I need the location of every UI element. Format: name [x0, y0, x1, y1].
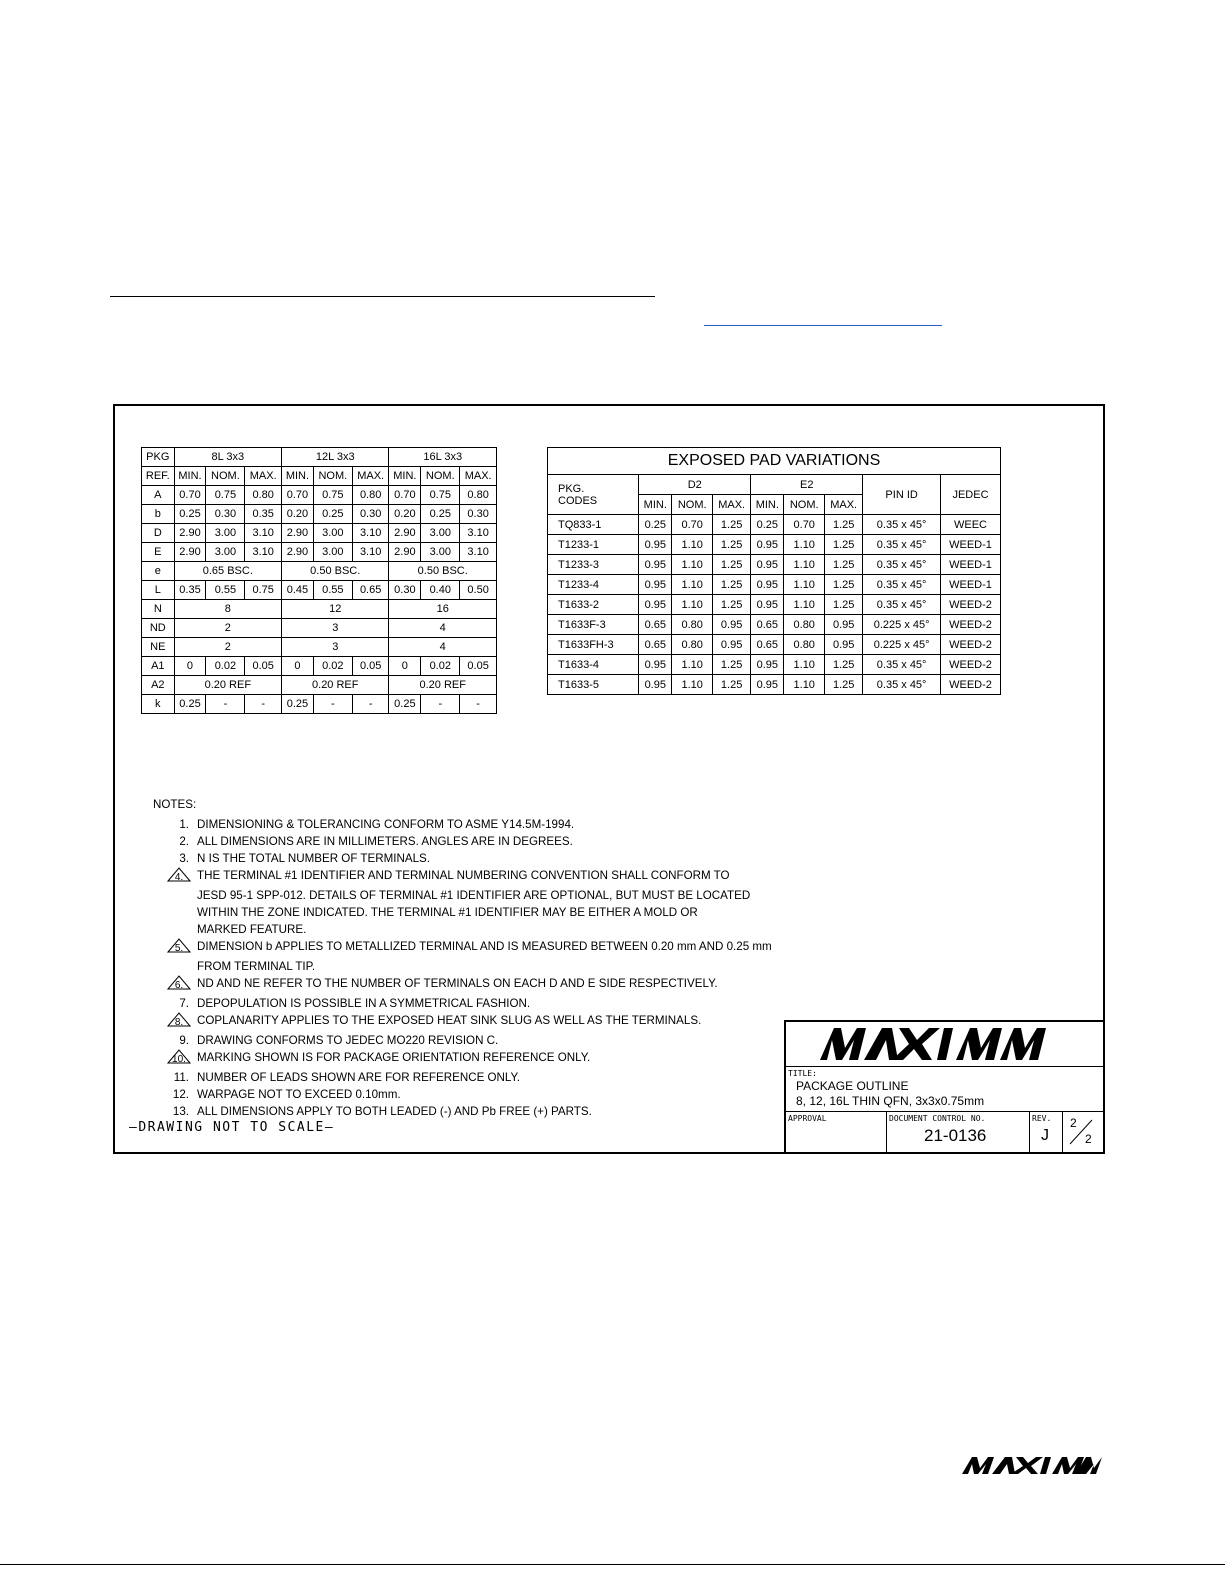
pad-value-cell: 1.10 [672, 675, 713, 695]
pad-value-cell: 1.10 [672, 655, 713, 675]
dim-value-cell: - [206, 695, 245, 714]
pad-value-cell: 0.70 [784, 515, 825, 535]
dim-value-cell: 0.02 [313, 657, 352, 676]
pad-value-cell: WEED-1 [940, 555, 1000, 575]
pad-value-cell: 0.65 [639, 635, 672, 655]
pad-value-cell: 1.25 [713, 535, 751, 555]
revision: J [1041, 1127, 1049, 1144]
pkg-codes-header: PKG. CODES [548, 475, 639, 515]
pad-value-cell: 1.10 [784, 575, 825, 595]
note-line [153, 867, 772, 887]
dim-value-cell: 4 [389, 619, 497, 638]
dim-value-cell: - [313, 695, 352, 714]
top-rule [110, 296, 655, 297]
dim-ref-cell: N [142, 600, 175, 619]
pad-value-cell: 0.35 x 45° [863, 595, 941, 615]
dim-value-cell: 2.90 [174, 543, 206, 562]
dim-ref-cell: L [142, 581, 175, 600]
note-line: 12. WARPAGE NOT TO EXCEED 0.10mm. [172, 1088, 401, 1101]
table-row [142, 524, 497, 543]
pkg-code-cell: T1633-4 [548, 655, 639, 675]
pad-value-cell: 0.80 [672, 635, 713, 655]
dim-value-cell: 0.75 [421, 486, 460, 505]
dim-value-cell: 0.55 [206, 581, 245, 600]
pad-value-cell: 1.10 [672, 535, 713, 555]
note-text: DEPOPULATION IS POSSIBLE IN A SYMMETRICAL FASHION. [197, 997, 531, 1010]
pad-value-cell: 0.80 [672, 615, 713, 635]
table-row [142, 562, 497, 581]
dim-value-cell: 3.10 [245, 524, 282, 543]
pad-value-cell: 0.95 [713, 615, 751, 635]
pad-subheader-cell: MAX. [713, 495, 751, 515]
dim-value-cell: 3.00 [421, 543, 460, 562]
table-row [548, 595, 1001, 615]
dim-value-cell: 0.70 [282, 486, 314, 505]
dim-value-cell: 0 [282, 657, 314, 676]
dim-value-cell: 0.45 [282, 581, 314, 600]
pkg-code-cell: TQ833-1 [548, 515, 639, 535]
note-text: N IS THE TOTAL NUMBER OF TERMINALS. [197, 852, 430, 865]
table-row [142, 600, 497, 619]
note-line [153, 975, 772, 995]
dim-value-cell: 0.20 REF [282, 676, 389, 695]
pad-table-title: EXPOSED PAD VARIATIONS [548, 448, 1001, 475]
note-text: MARKING SHOWN IS FOR PACKAGE ORIENTATION REFERENCE ONLY. [197, 1051, 591, 1064]
title-label: TITLE: [788, 1069, 817, 1078]
dim-value-cell: 2.90 [282, 543, 314, 562]
dim-value-cell: 0.25 [174, 695, 206, 714]
dim-value-cell: - [245, 695, 282, 714]
dim-value-cell: 0.75 [206, 486, 245, 505]
approval-label: APPROVAL [788, 1114, 827, 1123]
table-row [548, 615, 1001, 635]
package-outline-drawing [113, 404, 1105, 1154]
table-row [548, 535, 1001, 555]
table-row [142, 581, 497, 600]
note-line [153, 887, 772, 904]
pad-value-cell: WEED-2 [940, 655, 1000, 675]
pad-value-cell: 1.25 [825, 515, 863, 535]
pad-value-cell: WEED-1 [940, 575, 1000, 595]
dim-value-cell: 0.75 [245, 581, 282, 600]
dim-value-cell: 0.20 [389, 505, 421, 524]
pad-value-cell: 0.95 [639, 575, 672, 595]
pad-value-cell: 0.65 [751, 635, 784, 655]
dim-value-cell: 3.10 [460, 524, 497, 543]
note-line [153, 958, 772, 975]
link-underline[interactable] [704, 325, 942, 326]
note-line [153, 1012, 772, 1032]
pad-value-cell: 0.225 x 45° [863, 615, 941, 635]
note-text: NUMBER OF LEADS SHOWN ARE FOR REFERENCE ONLY. [197, 1071, 520, 1084]
dimensions-table [141, 447, 497, 714]
dim-value-cell: 2.90 [389, 524, 421, 543]
note-text: WARPAGE NOT TO EXCEED 0.10mm. [197, 1088, 401, 1101]
flag-note-triangle-icon: 6. [167, 975, 191, 990]
dim-value-cell: 0.25 [313, 505, 352, 524]
dim-value-cell: 0.02 [421, 657, 460, 676]
pad-value-cell: 0.25 [639, 515, 672, 535]
dim-header-cell: 8L 3x3 [174, 448, 281, 467]
dim-ref-cell: b [142, 505, 175, 524]
note-line: 3. N IS THE TOTAL NUMBER OF TERMINALS. [179, 852, 430, 865]
d2-header: D2 [639, 475, 751, 495]
pad-value-cell: 0.95 [639, 675, 672, 695]
pad-value-cell: 1.25 [713, 655, 751, 675]
pad-value-cell: 1.25 [825, 575, 863, 595]
note-line: 1. DIMENSIONING & TOLERANCING CONFORM TO ASME Y14.5M-1994. [179, 818, 575, 831]
package-outline-title: PACKAGE OUTLINE [796, 1079, 909, 1093]
note-line: 13. ALL DIMENSIONS APPLY TO BOTH LEADED (-) AND Pb FREE (+) PARTS. [172, 1105, 592, 1118]
note-line: 9. DRAWING CONFORMS TO JEDEC MO220 REVISION C. [179, 1034, 499, 1047]
pad-value-cell: 0.70 [672, 515, 713, 535]
note-text: ALL DIMENSIONS ARE IN MILLIMETERS. ANGLES ARE IN DEGREES. [197, 835, 573, 848]
pin-id-header: PIN ID [863, 475, 941, 515]
jedec-header: JEDEC [940, 475, 1000, 515]
notes-section [153, 796, 772, 1120]
maxim-logo [786, 1022, 1105, 1067]
dim-value-cell: 16 [389, 600, 497, 619]
dim-value-cell: 3.10 [245, 543, 282, 562]
dim-ref-cell: e [142, 562, 175, 581]
pad-value-cell: 0.95 [639, 535, 672, 555]
dim-value-cell: 0.70 [389, 486, 421, 505]
dim-value-cell: 2.90 [174, 524, 206, 543]
pad-value-cell: 1.25 [713, 555, 751, 575]
doc-control-label: DOCUMENT CONTROL NO. [889, 1114, 986, 1123]
note-text: THE TERMINAL #1 IDENTIFIER AND TERMINAL NUMBERING CONVENTION SHALL CONFORM TO [197, 869, 730, 882]
dim-value-cell: 2 [174, 638, 281, 657]
note-text: MARKED FEATURE. [197, 923, 307, 936]
dim-value-cell: 0.35 [245, 505, 282, 524]
dim-value-cell: 2.90 [389, 543, 421, 562]
dim-value-cell: 0.50 BSC. [389, 562, 497, 581]
dim-value-cell: 3.00 [313, 524, 352, 543]
dim-value-cell: 0.65 [352, 581, 389, 600]
pad-value-cell: 1.25 [825, 595, 863, 615]
dim-value-cell: 0.20 [282, 505, 314, 524]
dim-value-cell: 3.10 [352, 524, 389, 543]
dim-subheader-cell: MIN. [174, 467, 206, 486]
rev-label: REV. [1032, 1114, 1052, 1123]
table-row [142, 657, 497, 676]
pad-value-cell: 1.10 [672, 575, 713, 595]
pad-value-cell: 1.25 [825, 555, 863, 575]
pad-value-cell: 0.35 x 45° [863, 515, 941, 535]
pad-value-cell: 1.10 [672, 595, 713, 615]
table-row [548, 675, 1001, 695]
dim-value-cell: 0.05 [245, 657, 282, 676]
table-row [548, 515, 1001, 535]
dim-value-cell: 3.10 [460, 543, 497, 562]
table-row [548, 555, 1001, 575]
dim-value-cell: - [421, 695, 460, 714]
dim-ref-cell: E [142, 543, 175, 562]
dim-value-cell: 0.55 [313, 581, 352, 600]
pad-value-cell: 0.80 [784, 635, 825, 655]
pkg-code-cell: T1233-3 [548, 555, 639, 575]
pkg-code-cell: T1633F-3 [548, 615, 639, 635]
table-row [142, 486, 497, 505]
pad-value-cell: 0.95 [751, 535, 784, 555]
dim-header-cell: PKG [142, 448, 175, 467]
dim-subheader-cell: REF. [142, 467, 175, 486]
dim-value-cell: 0.80 [460, 486, 497, 505]
dim-ref-cell: k [142, 695, 175, 714]
dim-ref-cell: A2 [142, 676, 175, 695]
table-row [142, 638, 497, 657]
pad-value-cell: 1.25 [825, 535, 863, 555]
dim-value-cell: 0.50 BSC. [282, 562, 389, 581]
note-text: WITHIN THE ZONE INDICATED. THE TERMINAL #1 IDENTIFIER MAY BE EITHER A MOLD OR [197, 906, 698, 919]
dim-value-cell: 0.30 [206, 505, 245, 524]
dim-value-cell: - [352, 695, 389, 714]
note-line [153, 921, 772, 938]
pad-value-cell: WEED-2 [940, 615, 1000, 635]
dim-value-cell: 12 [282, 600, 389, 619]
dim-ref-cell: D [142, 524, 175, 543]
pad-value-cell: 0.95 [639, 555, 672, 575]
dim-ref-cell: A [142, 486, 175, 505]
dim-header-row [142, 448, 497, 467]
pad-subheader-cell: MIN. [751, 495, 784, 515]
pad-value-cell: 0.95 [751, 595, 784, 615]
dim-value-cell: 3.00 [206, 543, 245, 562]
table-row [142, 505, 497, 524]
package-outline-subtitle: 8, 12, 16L THIN QFN, 3x3x0.75mm [796, 1094, 985, 1108]
dim-value-cell: 3.00 [313, 543, 352, 562]
note-line: 11. NUMBER OF LEADS SHOWN ARE FOR REFERENCE ONLY. [173, 1071, 520, 1084]
dim-value-cell: 0.65 BSC. [174, 562, 281, 581]
note-text: DIMENSIONING & TOLERANCING CONFORM TO ASME Y14.5M-1994. [197, 818, 575, 831]
pad-value-cell: 0.35 x 45° [863, 675, 941, 695]
dim-value-cell: 0.02 [206, 657, 245, 676]
table-row [548, 655, 1001, 675]
pad-subheader-cell: NOM. [784, 495, 825, 515]
note-line [153, 1049, 772, 1069]
table-row [142, 676, 497, 695]
table-row [142, 619, 497, 638]
pad-value-cell: 0.35 x 45° [863, 535, 941, 555]
pad-value-cell: 1.25 [825, 675, 863, 695]
note-line: 2. ALL DIMENSIONS ARE IN MILLIMETERS. ANGLES ARE IN DEGREES. [179, 835, 573, 848]
dim-subheader-cell: NOM. [421, 467, 460, 486]
dim-header-cell: 16L 3x3 [389, 448, 497, 467]
pkg-code-cell: T1233-1 [548, 535, 639, 555]
pad-value-cell: 1.10 [784, 675, 825, 695]
flag-note-triangle-icon: 10. [167, 1049, 191, 1064]
note-text: FROM TERMINAL TIP. [197, 960, 316, 973]
pad-value-cell: WEED-2 [940, 675, 1000, 695]
dim-subheader-cell: MIN. [282, 467, 314, 486]
document-number: 21-0136 [924, 1126, 987, 1145]
pad-value-cell: 1.25 [713, 575, 751, 595]
pad-value-cell: 0.80 [784, 615, 825, 635]
dim-value-cell: 3.00 [421, 524, 460, 543]
dim-value-cell: 0.30 [352, 505, 389, 524]
note-text: COPLANARITY APPLIES TO THE EXPOSED HEAT SINK SLUG AS WELL AS THE TERMINALS. [197, 1014, 702, 1027]
dim-subheader-cell: MAX. [460, 467, 497, 486]
dim-ref-cell: ND [142, 619, 175, 638]
dim-value-cell: 0.05 [352, 657, 389, 676]
dim-value-cell: 0.25 [389, 695, 421, 714]
flag-note-triangle-icon: 5. [167, 938, 191, 953]
pad-value-cell: 0.95 [639, 595, 672, 615]
bottom-rule [0, 1564, 1225, 1565]
dim-value-cell: 0.30 [460, 505, 497, 524]
pad-value-cell: 1.10 [784, 595, 825, 615]
dim-value-cell: 0.80 [352, 486, 389, 505]
dim-value-cell: 0.25 [174, 505, 206, 524]
pad-value-cell: 1.25 [825, 655, 863, 675]
note-text: ALL DIMENSIONS APPLY TO BOTH LEADED (-) AND Pb FREE (+) PARTS. [197, 1105, 592, 1118]
dim-value-cell: 3.00 [206, 524, 245, 543]
dim-value-cell: 0.50 [460, 581, 497, 600]
note-line: 7. DEPOPULATION IS POSSIBLE IN A SYMMETRICAL FASHION. [179, 997, 531, 1010]
pad-value-cell: 0.95 [751, 655, 784, 675]
dim-value-cell: 0.80 [245, 486, 282, 505]
dim-value-cell: 0.30 [389, 581, 421, 600]
pad-value-cell: WEED-1 [940, 535, 1000, 555]
pad-value-cell: 0.35 x 45° [863, 555, 941, 575]
dim-value-cell: - [460, 695, 497, 714]
pkg-code-cell: T1233-4 [548, 575, 639, 595]
dim-value-cell: 0.20 REF [389, 676, 497, 695]
dim-value-cell: 0.35 [174, 581, 206, 600]
dim-subheader-cell: MAX. [352, 467, 389, 486]
pkg-code-cell: T1633-5 [548, 675, 639, 695]
table-row [548, 575, 1001, 595]
pad-value-cell: 1.10 [784, 535, 825, 555]
table-row [142, 543, 497, 562]
pad-value-cell: 0.95 [825, 615, 863, 635]
dim-value-cell: 0 [174, 657, 206, 676]
exposed-pad-table [547, 447, 1001, 695]
dim-value-cell: 3 [282, 619, 389, 638]
dim-value-cell: 0.75 [313, 486, 352, 505]
pad-value-cell: WEEC [940, 515, 1000, 535]
dim-value-cell: 2 [174, 619, 281, 638]
pad-value-cell: 1.25 [713, 595, 751, 615]
dim-subheader-cell: MAX. [245, 467, 282, 486]
dim-value-cell: 0.25 [282, 695, 314, 714]
dim-value-cell: 0.70 [174, 486, 206, 505]
dim-ref-cell: A1 [142, 657, 175, 676]
notes-heading: NOTES: [153, 798, 197, 811]
dim-subheader-cell: NOM. [206, 467, 245, 486]
pad-value-cell: 1.10 [672, 555, 713, 575]
pad-value-cell: 0.65 [751, 615, 784, 635]
dim-value-cell: 0.25 [421, 505, 460, 524]
pad-value-cell: 0.95 [751, 675, 784, 695]
note-text: DIMENSION b APPLIES TO METALLIZED TERMINAL AND IS MEASURED BETWEEN 0.20 mm AND 0.25 mm [197, 940, 772, 953]
dim-value-cell: 0.05 [460, 657, 497, 676]
dim-value-cell: 3 [282, 638, 389, 657]
maxim-logo-graphic [786, 1022, 1105, 1066]
pad-subheader-cell: MIN. [639, 495, 672, 515]
table-row [548, 635, 1001, 655]
note-text: ND AND NE REFER TO THE NUMBER OF TERMINALS ON EACH D AND E SIDE RESPECTIVELY. [197, 977, 718, 990]
note-line [153, 904, 772, 921]
dim-value-cell: 4 [389, 638, 497, 657]
dim-value-cell: 0.40 [421, 581, 460, 600]
pad-value-cell: 0.95 [751, 575, 784, 595]
title-block [784, 1020, 1105, 1153]
pad-value-cell: 0.95 [825, 635, 863, 655]
pad-value-cell: 1.10 [784, 655, 825, 675]
pad-value-cell: 1.25 [713, 675, 751, 695]
table-row [142, 695, 497, 714]
dim-value-cell: 2.90 [282, 524, 314, 543]
dim-value-cell: 3.10 [352, 543, 389, 562]
dim-value-cell: 8 [174, 600, 281, 619]
dim-ref-cell: NE [142, 638, 175, 657]
pad-value-cell: 1.25 [713, 515, 751, 535]
pad-value-cell: 0.95 [713, 635, 751, 655]
drawing-not-to-scale: —DRAWING NOT TO SCALE— [129, 1120, 335, 1135]
dim-value-cell: 0.20 REF [174, 676, 281, 695]
pkg-code-cell: T1633-2 [548, 595, 639, 615]
pad-value-cell: 0.225 x 45° [863, 635, 941, 655]
dim-subheader-cell: MIN. [389, 467, 421, 486]
e2-header: E2 [751, 475, 863, 495]
dim-value-cell: 0 [389, 657, 421, 676]
pad-value-cell: 0.35 x 45° [863, 575, 941, 595]
pad-value-cell: 0.35 x 45° [863, 655, 941, 675]
note-text: DRAWING CONFORMS TO JEDEC MO220 REVISION C. [197, 1034, 499, 1047]
pad-value-cell: WEED-2 [940, 635, 1000, 655]
pad-value-cell: 0.95 [751, 555, 784, 575]
pad-subheader-cell: NOM. [672, 495, 713, 515]
pkg-code-cell: T1633FH-3 [548, 635, 639, 655]
flag-note-triangle-icon: 4. [167, 867, 191, 882]
dim-subheader-row [142, 467, 497, 486]
footer-logo-graphic [960, 1455, 1102, 1477]
pad-value-cell: 1.10 [784, 555, 825, 575]
footer-maxim-logo [960, 1455, 1102, 1482]
note-line [153, 938, 772, 958]
pad-value-cell: 0.65 [639, 615, 672, 635]
note-text: JESD 95-1 SPP-012. DETAILS OF TERMINAL #1 IDENTIFIER ARE OPTIONAL, BUT MUST BE LOCATED [197, 889, 751, 902]
flag-note-triangle-icon: 8. [167, 1012, 191, 1027]
dim-subheader-cell: NOM. [313, 467, 352, 486]
pad-value-cell: 0.95 [639, 655, 672, 675]
pad-value-cell: 0.25 [751, 515, 784, 535]
pad-subheader-cell: MAX. [825, 495, 863, 515]
dim-header-cell: 12L 3x3 [282, 448, 389, 467]
sheet-number: 2 2 [1070, 1116, 1092, 1146]
pad-value-cell: WEED-2 [940, 595, 1000, 615]
